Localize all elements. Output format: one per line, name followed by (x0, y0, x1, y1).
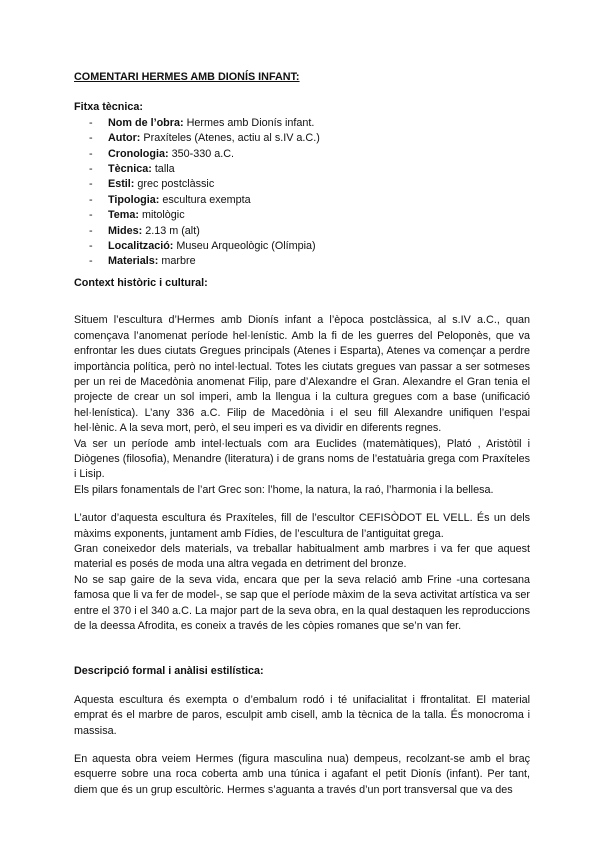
fitxa-list (74, 116, 530, 270)
fitxa-value: talla (154, 163, 175, 176)
fitxa-item: - Tema: mitològic (89, 209, 185, 222)
fitxa-item: - Localització: Museu Arqueològic (Olímpia) (89, 240, 316, 253)
fitxa-value: mitològic (142, 209, 185, 222)
fitxa-label: Cronologia: (108, 147, 169, 160)
fitxa-item: - Materials: marbre (89, 255, 196, 268)
fitxa-label: Localització: (108, 240, 174, 253)
fitxa-label: Tema: (108, 209, 139, 222)
fitxa-value: 350-330 a.C. (171, 147, 235, 160)
fitxa-item: - Nom de l’obra: Hermes amb Dionís infant. (89, 116, 315, 129)
context-heading: Context històric i cultural: (74, 276, 208, 289)
fitxa-value: Hermes amb Dionís infant. (186, 116, 315, 129)
fitxa-item: - Cronologia: 350-330 a.C. (89, 147, 235, 160)
document-body (74, 70, 530, 798)
fitxa-item: - Autor: Praxíteles (Atenes, actiu al s.IV a.C.) (89, 132, 320, 145)
fitxa-heading: Fitxa tècnica: (74, 101, 144, 114)
descripcio-paragraph: En aquesta obra veiem Hermes (figura masculina nua) dempeus, recolzant-se amb el braç esquerre sobre una roca coberta amb una túnica i agafant el petit Dionís (infant). Per tant, diem que és un grup escultòric. Hermes s’aguanta a través d’un port transversal que va des (74, 753, 530, 796)
fitxa-item: - Tipologia: escultura exempta (89, 193, 251, 206)
fitxa-label: Materials: (108, 255, 159, 268)
author-paragraph: L’autor d’aquesta escultura és Praxíteles, fill de l’escultor CEFISÒDOT EL VELL. És un dels màxims exponents, juntament amb Fídies, de l’escultura de l’antiguitat grega. (74, 512, 530, 540)
fitxa-value: escultura exempta (162, 193, 251, 206)
fitxa-label: Tècnica: (108, 163, 152, 176)
fitxa-item: - Mides: 2.13 m (alt) (89, 224, 200, 237)
context-paragraph: Va ser un període amb intel·lectuals com ara Euclides (matemàtiques), Plató , Aristòtil i Diògenes (filosofia), Menandre (literatura) i de grans noms de l’estatuària grega com Praxíteles i Lisip. (74, 437, 530, 481)
fitxa-item: - Estil: grec postclàssic (89, 178, 215, 191)
fitxa-value: grec postclàssic (137, 178, 215, 191)
fitxa-value: Museu Arqueològic (Olímpia) (176, 240, 316, 253)
descripcio-paragraph: Aquesta escultura és exempta o d’embalum rodó i té unifacialitat i ffrontalitat. El material emprat és el marbre de paros, esculpit amb cisell, amb la tècnica de la talla. És monocroma i massisa. (74, 693, 530, 737)
fitxa-label: Estil: (108, 178, 135, 191)
fitxa-value: 2.13 m (alt) (145, 224, 200, 237)
fitxa-value: Praxíteles (Atenes, actiu al s.IV a.C.) (143, 132, 320, 145)
fitxa-label: Tipologia: (108, 193, 160, 206)
author-paragraph: Gran coneixedor dels materials, va treballar habitualment amb marbres i va fer que aquest material es posés de moda una altra vegada en detriment del bronze. (74, 542, 530, 571)
fitxa-item: - Tècnica: talla (89, 163, 175, 176)
fitxa-value: marbre (161, 255, 196, 268)
document-title: COMENTARI HERMES AMB DIONÍS INFANT: (74, 71, 300, 83)
context-paragraph: Els pilars fonamentals de l’art Grec son: l’home, la natura, la raó, l’harmonia i la bellesa. (74, 483, 494, 496)
author-paragraph: No se sap gaire de la seva vida, encara que per la seva relació amb Frine -una cortesana famosa que li va fer de model-, se sap que el període màxim de la seva activitat artística va ser entre el 370 i el 340 a.C. La major part de la seva obra, en la qual destaquen les reproduccions de la deessa Afrodita, es coneix a través de les còpies romanes que se’n van fer. (74, 573, 530, 632)
fitxa-label: Mides: (108, 224, 143, 237)
fitxa-label: Autor: (108, 132, 141, 145)
context-paragraph: Situem l’escultura d’Hermes amb Dionís infant a l’època postclàssica, al s.IV a.C., quan començava l’anomenat període hel·lenístic. Amb la fi de les guerres del Peloponès, que va enfrontar les dues ciutats Gregues principals (Atenes i Esparta), Atenes va començar a perdre importància política, però no intel·lectual. Totes les ciutats gregues van passar a ser sotmeses per un rei de Macedònia anomenat Filip, pare d’Alexandre el Gran. Alexandre el Gran tenia el projecte de crear un sol imperi, amb la llengua i la cultura gregues com a base (unificació hel·lenística). L’any 336 a.C. Filip de Macedònia i el seu fill Alexandre unifiquen l’espai hel·lènic. A la seva mort, però, el seu imperi es va dividir en diferents regnes. (74, 314, 530, 435)
descripcio-heading: Descripció formal i anàlisi estilística: (74, 665, 264, 678)
fitxa-label: Nom de l’obra: (108, 116, 184, 129)
